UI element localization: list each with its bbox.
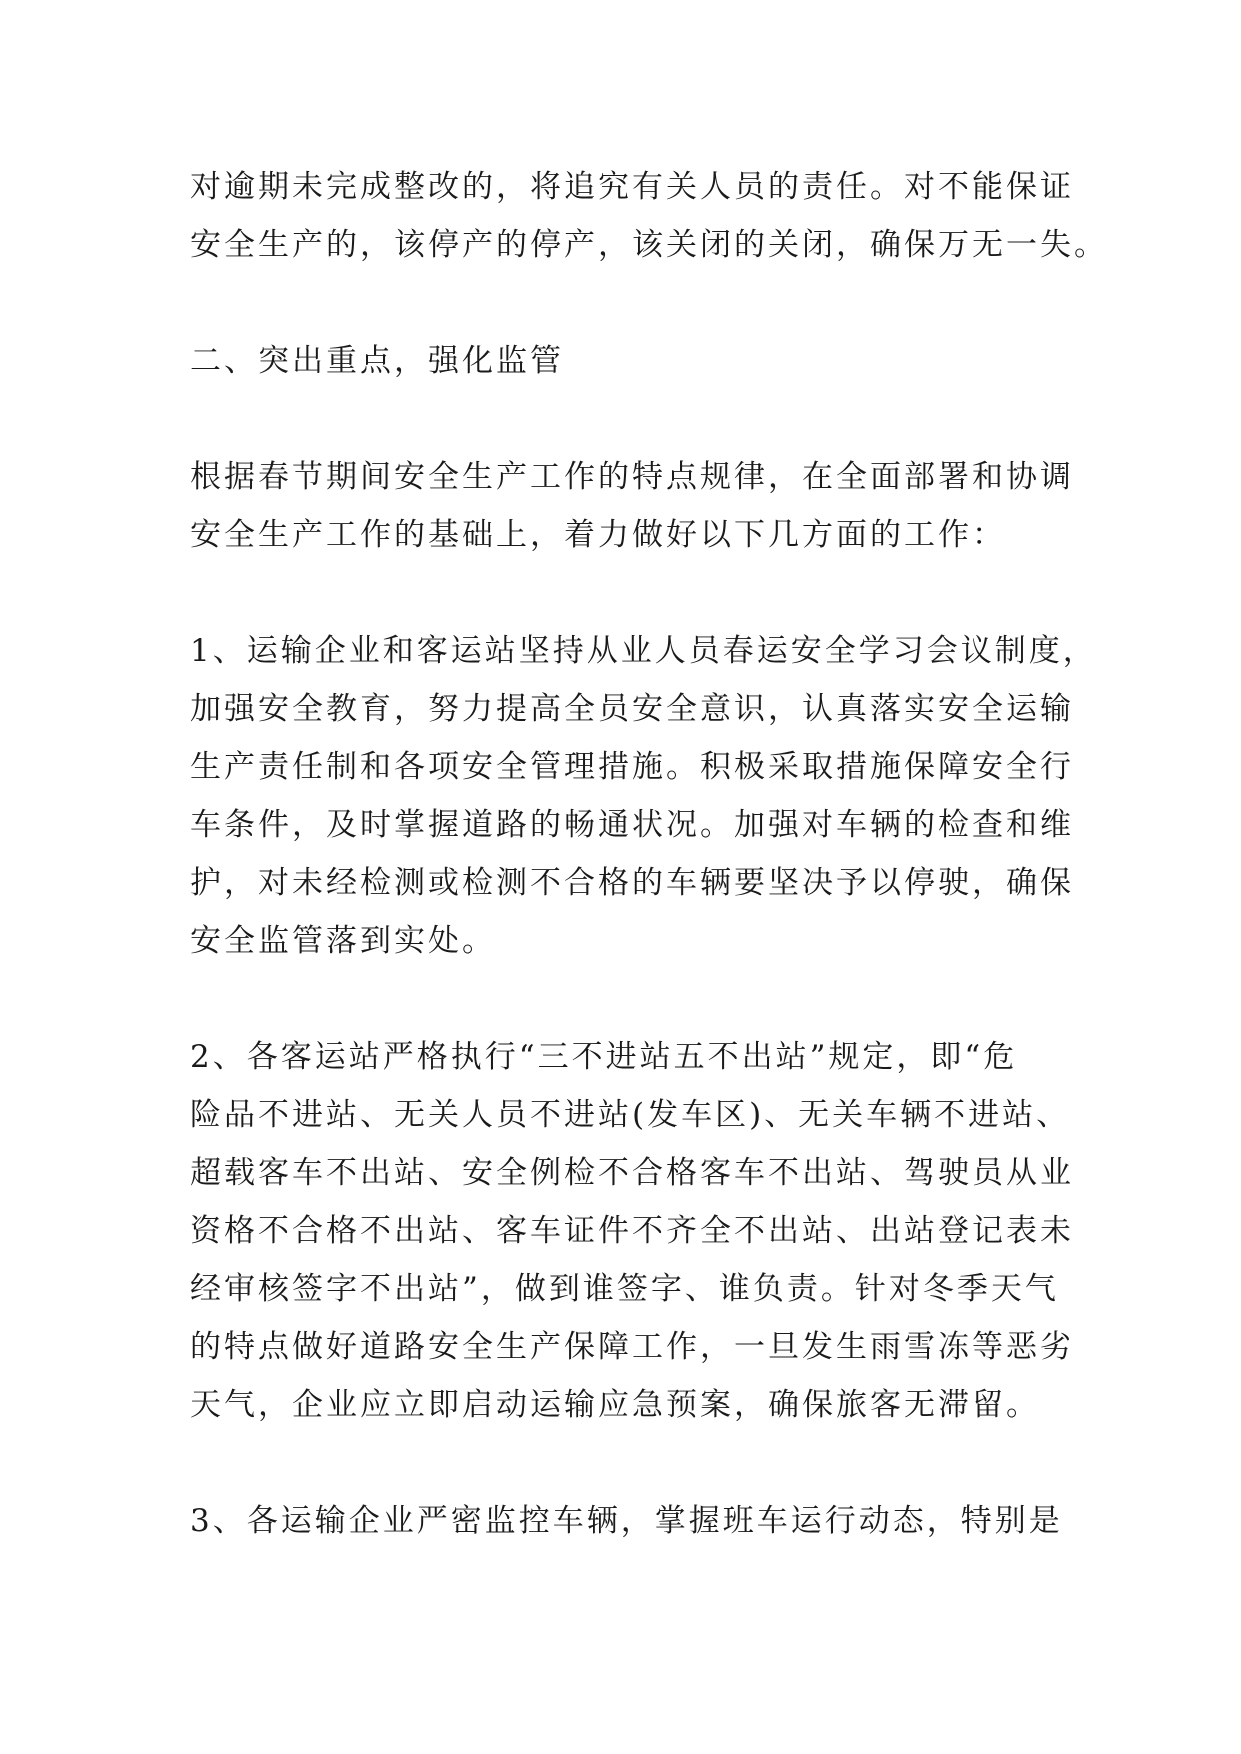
text-line: 加强安全教育，努力提高全员安全意识，认真落实安全运输 (190, 691, 1074, 727)
text-line: 安全监管落到实处。 (190, 923, 496, 959)
text-line: 险品不进站、无关人员不进站(发车区)、无关车辆不进站、 (190, 1097, 1071, 1133)
text-line: 护，对未经检测或检测不合格的车辆要坚决予以停驶，确保 (190, 865, 1074, 901)
paragraph (190, 1028, 1090, 1434)
paragraph (190, 448, 1090, 564)
text-line: 2、各客运站严格执行“三不进站五不出站”规定，即“危 (190, 1039, 1018, 1075)
paragraph (190, 622, 1097, 970)
text-line: 二、突出重点，强化监管 (190, 343, 564, 379)
text-line: 资格不合格不出站、客车证件不齐全不出站、出站登记表未 (190, 1213, 1074, 1249)
paragraph (190, 1492, 1090, 1550)
paragraph (190, 332, 1090, 390)
text-line: 生产责任制和各项安全管理措施。积极采取措施保障安全行 (190, 749, 1074, 785)
text-line: 对逾期未完成整改的，将追究有关人员的责任。对不能保证 (190, 169, 1074, 205)
paragraph (190, 158, 1108, 274)
text-line: 3、各运输企业严密监控车辆，掌握班车运行动态，特别是 (190, 1503, 1063, 1539)
text-line: 安全生产的，该停产的停产，该关闭的关闭，确保万无一失。 (190, 227, 1108, 263)
text-line: 超载客车不出站、安全例检不合格客车不出站、驾驶员从业 (190, 1155, 1074, 1191)
text-line: 经审核签字不出站”，做到谁签字、谁负责。针对冬季天气 (190, 1271, 1059, 1307)
text-line: 车条件，及时掌握道路的畅通状况。加强对车辆的检查和维 (190, 807, 1074, 843)
text-line: 安全生产工作的基础上，着力做好以下几方面的工作： (190, 517, 1006, 553)
text-line: 的特点做好道路安全生产保障工作，一旦发生雨雪冻等恶劣 (190, 1329, 1074, 1365)
text-line: 天气，企业应立即启动运输应急预案，确保旅客无滞留。 (190, 1387, 1040, 1423)
document-body (190, 158, 1108, 1608)
text-line: 根据春节期间安全生产工作的特点规律，在全面部署和协调 (190, 459, 1074, 495)
text-line: 1、运输企业和客运站坚持从业人员春运安全学习会议制度， (190, 633, 1097, 669)
